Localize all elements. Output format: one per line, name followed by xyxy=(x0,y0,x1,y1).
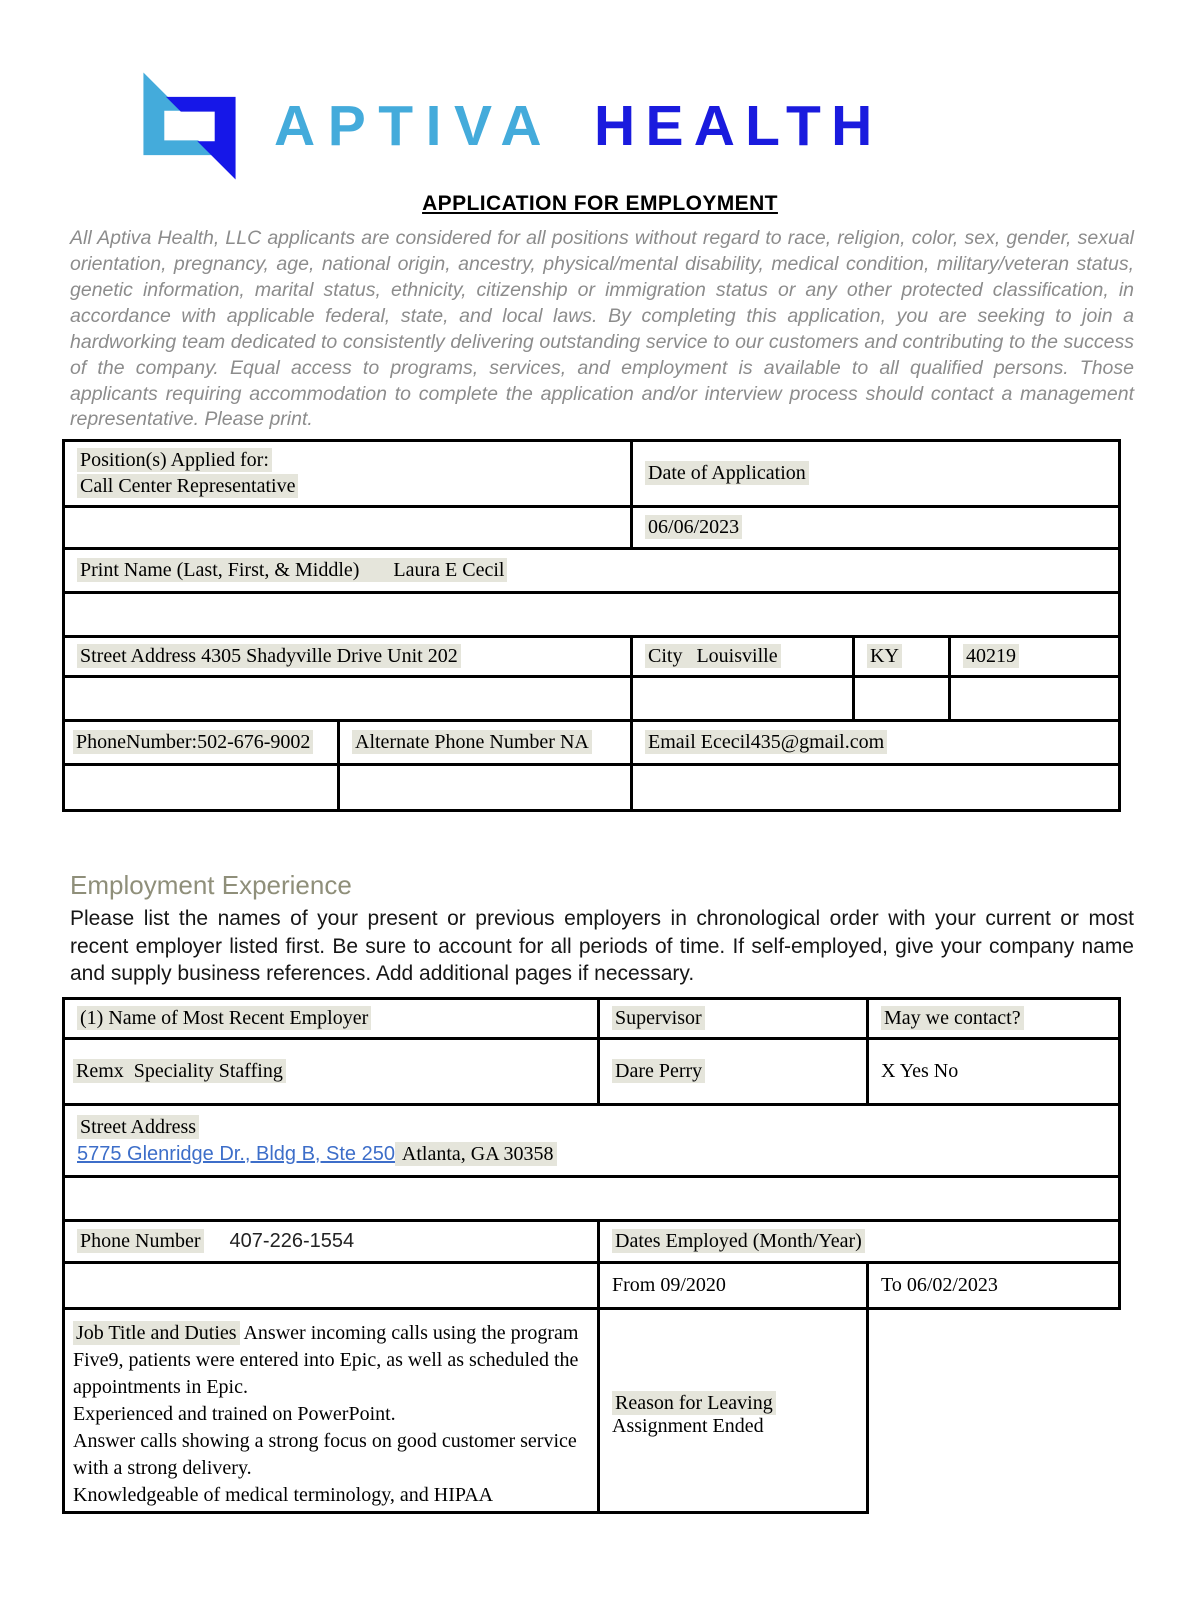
job-duties-line4: Knowledgeable of medical terminology, and HIPAA xyxy=(73,1484,494,1507)
street-address-value: 4305 Shadyville Drive Unit 202 xyxy=(201,645,458,668)
street-address-label: Street Address xyxy=(80,645,197,668)
empty-cell xyxy=(64,1263,599,1309)
employer-phone-label: Phone Number xyxy=(77,1229,204,1253)
may-we-contact-header: May we contact? xyxy=(881,1006,1024,1030)
street-address xyxy=(77,644,461,668)
alternate-phone-cell xyxy=(339,721,632,765)
empty-cell xyxy=(632,677,854,721)
positions-applied-cell xyxy=(64,441,632,507)
date-of-application-value: 06/06/2023 xyxy=(645,515,742,539)
empty-cell xyxy=(632,765,1120,811)
employer-city-state-zip xyxy=(395,1142,557,1166)
spacer xyxy=(359,575,393,576)
spacer xyxy=(682,661,696,662)
city-label: City xyxy=(648,645,683,668)
job-duties-line1: Answer incoming calls using the program Five9, patients were entered into Epic, as well as scheduled the appointments in Epic. xyxy=(73,1322,579,1399)
spacer xyxy=(776,1408,790,1409)
date-of-application-cell xyxy=(632,441,1120,507)
page-title: APPLICATION FOR EMPLOYMENT xyxy=(422,192,778,215)
brand-word-aptiva: APTIVA xyxy=(274,93,555,158)
empty-cell xyxy=(64,593,1120,637)
empty-cell xyxy=(64,1177,1120,1221)
positions-applied-value: Call Center Representative xyxy=(77,474,298,498)
date-of-application-value-cell xyxy=(632,507,1120,549)
phone-number-cell xyxy=(64,721,339,765)
job-title-duties-cell xyxy=(64,1309,599,1513)
reason-for-leaving-label: Reason for Leaving xyxy=(612,1391,776,1415)
reason-for-leaving-value: Assignment Ended xyxy=(612,1414,764,1437)
employment-experience-heading: Employment Experience xyxy=(70,870,352,901)
application-page xyxy=(0,62,1200,1615)
print-name xyxy=(77,558,507,582)
employment-experience-description: Please list the names of your present or previous employers in chronological order with your current or most recent employer listed first. Be sure to account for all periods of time. If self-employed, give your company name and supply business references. Add additional pages if necessary. xyxy=(70,907,1134,985)
supervisor-header-cell xyxy=(599,999,868,1039)
intro-paragraph: All Aptiva Health, LLC applicants are considered for all positions without regard to race, religion, color, sex, gender, sexual orientation, pregnancy, age, national origin, ancestry, physical/mental disability, medical condition, military/veteran status, genetic information, marital status, ethnicity, citizenship or immigration status or any other protected classification, in accordance with applicable federal, state, and local laws. By completing this application, you are seeking to join a hardworking team dedicated to consistently delivering outstanding service to our customers and contributing to the success of the company. Equal access to programs, services, and employment is available to all qualified persons. Those applicants requiring accommodation to complete the application and/or interview process should contact a management representative. Please print. xyxy=(70,227,1134,431)
zip-value: 40219 xyxy=(963,644,1019,668)
employer-phone-cell xyxy=(64,1221,599,1263)
job-duties-line3: Answer calls showing a strong focus on good customer service with a strong delivery. xyxy=(73,1430,577,1480)
date-to-cell xyxy=(868,1263,1120,1309)
positions-applied-label: Position(s) Applied for: xyxy=(77,448,272,472)
supervisor-value-cell xyxy=(599,1039,868,1105)
date-from-cell xyxy=(599,1263,868,1309)
employer-street-address-link[interactable]: 5775 Glenridge Dr., Bldg B, Ste 250 xyxy=(77,1142,395,1165)
email: Email Ececil435@gmail.com xyxy=(645,730,887,754)
supervisor-value: Dare Perry xyxy=(612,1059,705,1083)
dates-employed-label: Dates Employed (Month/Year) xyxy=(612,1229,865,1253)
print-name-cell xyxy=(64,549,1120,593)
may-we-contact-value-cell xyxy=(868,1039,1120,1105)
empty-cell xyxy=(950,677,1120,721)
date-from-value: From 09/2020 xyxy=(612,1274,726,1297)
may-we-contact-header-cell xyxy=(868,999,1120,1039)
state-value: KY xyxy=(867,644,902,668)
date-of-application-label: Date of Application xyxy=(645,461,809,485)
empty-cell xyxy=(64,765,339,811)
zip-cell xyxy=(950,637,1120,677)
alternate-phone: Alternate Phone Number NA xyxy=(352,730,592,754)
supervisor-header: Supervisor xyxy=(612,1006,705,1030)
employer-value-cell xyxy=(64,1039,599,1105)
date-to-value: To 06/02/2023 xyxy=(881,1274,998,1297)
empty-cell xyxy=(339,765,632,811)
employer-header: (1) Name of Most Recent Employer xyxy=(77,1006,371,1030)
aptiva-health-logo xyxy=(133,62,1200,190)
may-we-contact-value: X Yes No xyxy=(881,1060,959,1083)
city-cell xyxy=(632,637,854,677)
city xyxy=(645,644,781,668)
employer-street-address-cell xyxy=(64,1105,1120,1177)
empty-cell xyxy=(64,507,632,549)
reason-for-leaving-cell xyxy=(599,1309,868,1513)
job-duties-line2: Experienced and trained on PowerPoint. xyxy=(73,1403,396,1426)
aptiva-logo-icon xyxy=(133,67,246,185)
dates-employed-cell xyxy=(599,1221,1120,1263)
employer-city-state-zip-value: Atlanta, GA 30358 xyxy=(401,1142,554,1165)
phone-number: PhoneNumber:502-676-9002 xyxy=(73,730,313,754)
city-value: Louisville xyxy=(696,645,778,668)
employer-phone-value: 407-226-1554 xyxy=(229,1230,355,1253)
print-name-value: Laura E Cecil xyxy=(393,559,505,582)
empty-cell xyxy=(64,677,632,721)
employer-value: Remx Speciality Staffing xyxy=(73,1059,286,1083)
applicant-info-table xyxy=(62,439,1121,812)
employment-history-table xyxy=(62,997,1121,1514)
employer-street-address-label: Street Address xyxy=(77,1115,199,1139)
empty-cell xyxy=(854,677,950,721)
email-cell xyxy=(632,721,1120,765)
street-address-cell xyxy=(64,637,632,677)
print-name-label: Print Name (Last, First, & Middle) xyxy=(80,559,360,582)
job-title-duties-label: Job Title and Duties xyxy=(73,1321,240,1345)
state-cell xyxy=(854,637,950,677)
employer-header-cell xyxy=(64,999,599,1039)
brand-word-health: HEALTH xyxy=(594,93,883,158)
